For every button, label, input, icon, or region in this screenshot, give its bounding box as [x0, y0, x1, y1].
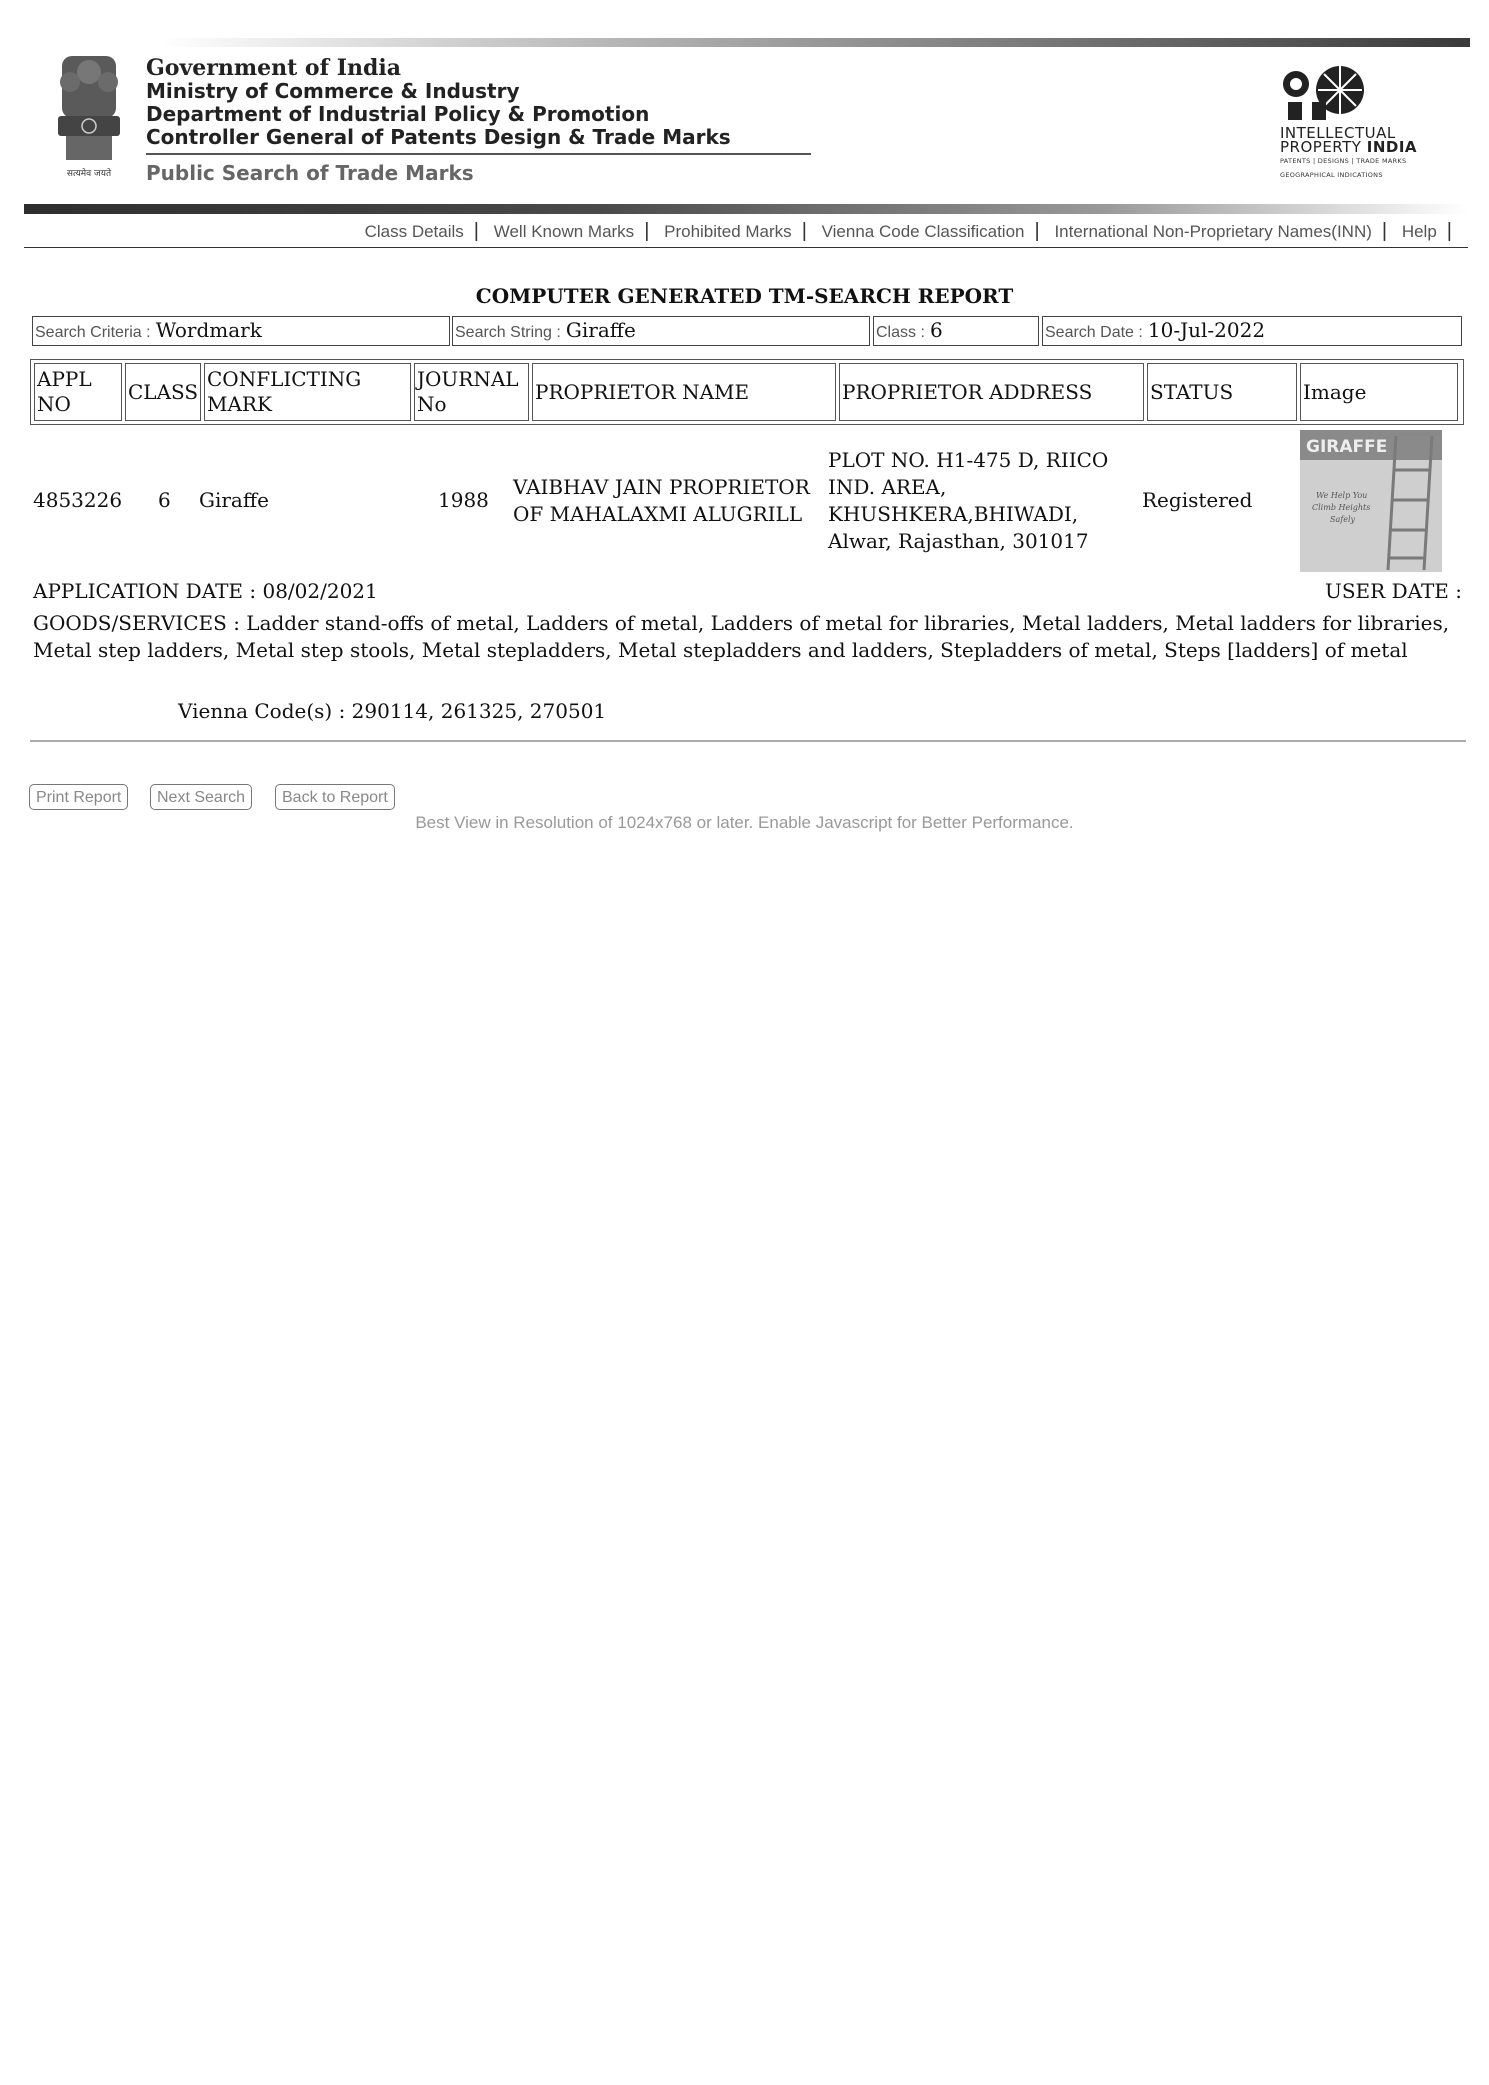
search-criteria-value: Wordmark: [155, 318, 262, 342]
nav-rule: [24, 247, 1468, 248]
thumb-tagline-1: We Help You: [1316, 491, 1368, 500]
thumb-tagline-3: Safely: [1330, 515, 1356, 524]
back-to-report-button[interactable]: Back to Report: [275, 784, 395, 810]
national-emblem-icon: [48, 52, 130, 182]
search-string-value: Giraffe: [565, 318, 636, 342]
search-criteria-label: Search Criteria :: [35, 324, 151, 341]
ministry-title: Ministry of Commerce & Industry: [146, 79, 520, 103]
report-title: COMPUTER GENERATED TM-SEARCH REPORT: [475, 284, 1014, 308]
search-date-value: 10-Jul-2022: [1147, 318, 1266, 342]
ipi-line1: INTELLECTUAL: [1280, 124, 1396, 142]
search-class-box: [873, 316, 1039, 346]
thumb-brand-text: GIRAFFE: [1306, 437, 1388, 457]
ipi-line3: PATENTS | DESIGNS | TRADE MARKS: [1280, 157, 1407, 165]
gov-title: Government of India: [146, 55, 401, 81]
nav-inn[interactable]: International Non-Proprietary Names(INN): [1054, 222, 1372, 241]
search-criteria-box: [32, 316, 450, 346]
controller-title: Controller General of Patents Design & Trade Marks: [146, 125, 731, 149]
footer-note: Best View in Resolution of 1024x768 or later. Enable Javascript for Better Performance.: [415, 813, 1074, 832]
print-report-button[interactable]: Print Report: [29, 784, 128, 810]
emblem-motto: सत्यमेव जयते: [66, 169, 112, 179]
ip-india-wordmark: [1280, 126, 1417, 182]
header-titles: [146, 56, 811, 185]
cell-appl-no: 4853226: [33, 488, 123, 512]
top-nav: Class Details | Well Known Marks | Prohibited Marks | Vienna Code Classification | International Non-Proprietary Names(INN) | Help |: [0, 220, 1452, 243]
col-proprietor-address: PROPRIETOR ADDRESS: [839, 363, 1144, 421]
nav-vienna-code[interactable]: Vienna Code Classification: [821, 222, 1025, 241]
col-proprietor-name: PROPRIETOR NAME: [532, 363, 836, 421]
next-search-button[interactable]: Next Search: [150, 784, 252, 810]
thumb-tagline-2: Climb Heights: [1312, 503, 1371, 512]
col-class: CLASS: [125, 363, 201, 421]
goods-services: GOODS/SERVICES : Ladder stand-offs of metal, Ladders of metal, Ladders of metal for libraries, Metal ladders, Metal ladders for libraries, Metal step ladders, Metal step stools, Metal stepladders, Metal stepladders and ladders, Stepladders of metal, Steps [ladders] of metal: [33, 611, 1450, 662]
col-appl-no: APPL NO: [34, 363, 122, 421]
ipi-line2: PROPERTY INDIA: [1280, 138, 1418, 156]
results-table-header: [30, 359, 1464, 425]
report-divider: [30, 740, 1466, 742]
department-title: Department of Industrial Policy & Promotion: [146, 102, 650, 126]
vienna-codes: Vienna Code(s) : 290114, 261325, 270501: [178, 699, 607, 723]
nav-help[interactable]: Help: [1401, 222, 1437, 241]
search-string-box: [452, 316, 870, 346]
cell-address: PLOT NO. H1-475 D, RIICO IND. AREA, KHUSHKERA,BHIWADI, Alwar, Rajasthan, 301017: [828, 448, 1109, 553]
col-conflicting-mark: CONFLICTING MARK: [204, 363, 411, 421]
cell-journal: 1988: [438, 488, 489, 512]
col-status: STATUS: [1147, 363, 1297, 421]
search-class-value: 6: [930, 318, 943, 342]
user-date: USER DATE :: [1325, 579, 1462, 603]
cell-mark: Giraffe: [199, 488, 269, 512]
nav-prohibited-marks[interactable]: Prohibited Marks: [664, 222, 792, 241]
cell-class: 6: [158, 488, 171, 512]
nav-gradient-bar: [24, 204, 1468, 214]
ipi-line4: GEOGRAPHICAL INDICATIONS: [1280, 171, 1383, 179]
search-date-label: Search Date :: [1045, 324, 1143, 341]
nav-well-known-marks[interactable]: Well Known Marks: [493, 222, 635, 241]
nav-class-details[interactable]: Class Details: [364, 222, 464, 241]
cell-status: Registered: [1142, 488, 1253, 512]
application-date: APPLICATION DATE : 08/02/2021: [33, 579, 378, 603]
public-search-title: Public Search of Trade Marks: [146, 161, 474, 185]
search-date-box: [1042, 316, 1462, 346]
cell-proprietor: VAIBHAV JAIN PROPRIETOR OF MAHALAXMI ALUGRILL: [513, 475, 810, 526]
search-class-label: Class :: [876, 324, 925, 341]
search-string-label: Search String :: [455, 324, 561, 341]
header-top-strip: [160, 38, 1470, 47]
header-divider: [146, 153, 811, 155]
trademark-image: [1300, 430, 1442, 572]
col-journal-no: JOURNAL No: [414, 363, 529, 421]
col-image: Image: [1300, 363, 1458, 421]
